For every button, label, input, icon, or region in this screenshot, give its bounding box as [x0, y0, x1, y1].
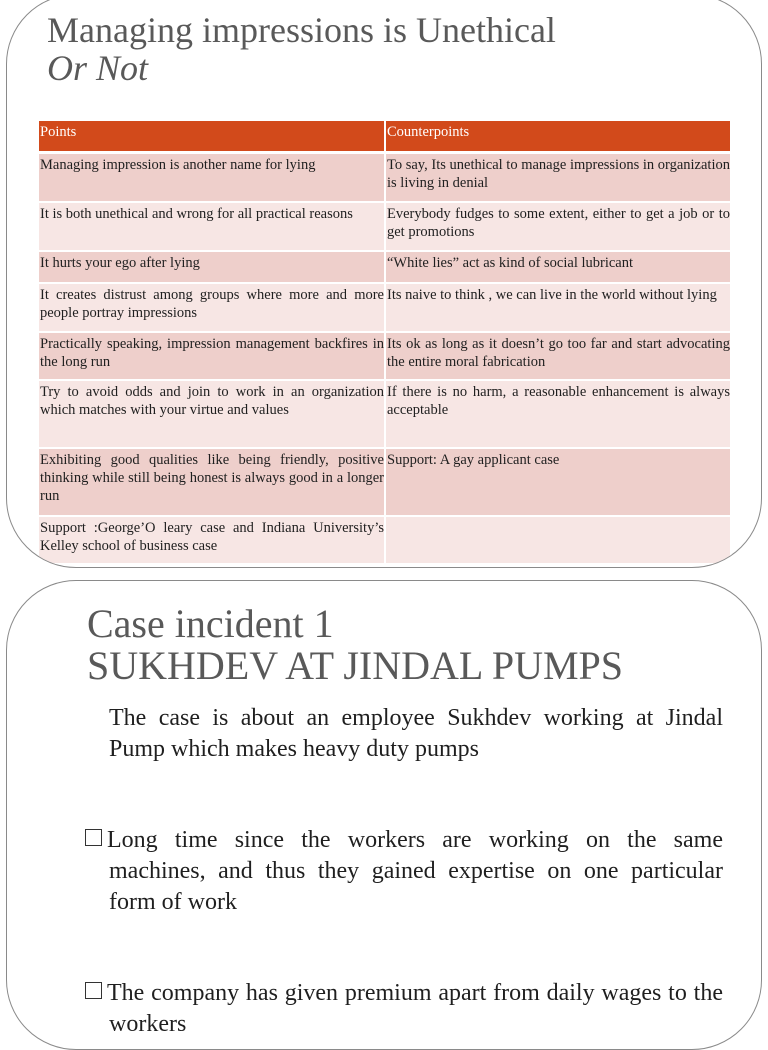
- header-points: Points: [39, 121, 385, 153]
- table-row: [39, 380, 731, 448]
- table-row: [39, 516, 731, 564]
- table-header-row: [39, 121, 731, 153]
- slide-title-line2: SUKHDEV AT JINDAL PUMPS: [87, 643, 624, 688]
- square-bullet-icon: [85, 829, 102, 846]
- slide-case-incident: [6, 580, 762, 1050]
- table-cell-point: Practically speaking, impression management backfires in the long run: [39, 332, 385, 380]
- slide-title-line2: Or Not: [47, 48, 149, 88]
- table-row: [39, 283, 731, 332]
- table-cell-point: Exhibiting good qualities like being friendly, positive thinking while still being honest is always good in a longer run: [39, 448, 385, 516]
- bullet-item: [85, 978, 723, 1040]
- slide-body: [85, 703, 723, 1050]
- table-row: [39, 153, 731, 202]
- table-cell-point: Managing impression is another name for lying: [39, 153, 385, 202]
- bullet-item: [85, 825, 723, 918]
- table-row: [39, 202, 731, 251]
- square-bullet-icon: [85, 982, 102, 999]
- slide-impressions: [6, 0, 762, 568]
- points-counterpoints-table: [39, 121, 732, 565]
- table-row: [39, 332, 731, 380]
- header-counterpoints: Counterpoints: [385, 121, 731, 153]
- table-cell-point: It is both unethical and wrong for all practical reasons: [39, 202, 385, 251]
- table-cell-counterpoint: If there is no harm, a reasonable enhancement is always acceptable: [385, 380, 731, 448]
- table-cell-point: It hurts your ego after lying: [39, 251, 385, 283]
- table-cell-point: Support :George’O leary case and Indiana University’s Kelley school of business case: [39, 516, 385, 564]
- table-cell-counterpoint: Its naive to think , we can live in the world without lying: [385, 283, 731, 332]
- table-cell-counterpoint: Everybody fudges to some extent, either to get a job or to get promotions: [385, 202, 731, 251]
- table-cell-point: It creates distrust among groups where more and more people portray impressions: [39, 283, 385, 332]
- table-cell-point: Try to avoid odds and join to work in an organization which matches with your virtue and values: [39, 380, 385, 448]
- table-cell-counterpoint: To say, Its unethical to manage impressions in organization is living in denial: [385, 153, 731, 202]
- table-cell-counterpoint: [385, 516, 731, 564]
- slide-title-line1: Managing impressions is Unethical: [47, 10, 556, 50]
- table-cell-counterpoint: Support: A gay applicant case: [385, 448, 731, 516]
- table-row: [39, 448, 731, 516]
- bullet-text: The company has given premium apart from daily wages to the workers: [107, 980, 723, 1037]
- bullet-text: Long time since the workers are working on the same machines, and thus they gained expertise on one particular form of work: [107, 827, 723, 915]
- slide-title: [87, 603, 623, 687]
- intro-paragraph: The case is about an employee Sukhdev working at Jindal Pump which makes heavy duty pumps: [109, 705, 723, 762]
- slide-title: [47, 11, 556, 87]
- slide-title-line1: Case incident 1: [87, 601, 334, 646]
- table-row: [39, 251, 731, 283]
- table-cell-counterpoint: Its ok as long as it doesn’t go too far and start advocating the entire moral fabrication: [385, 332, 731, 380]
- table-cell-counterpoint: “White lies” act as kind of social lubricant: [385, 251, 731, 283]
